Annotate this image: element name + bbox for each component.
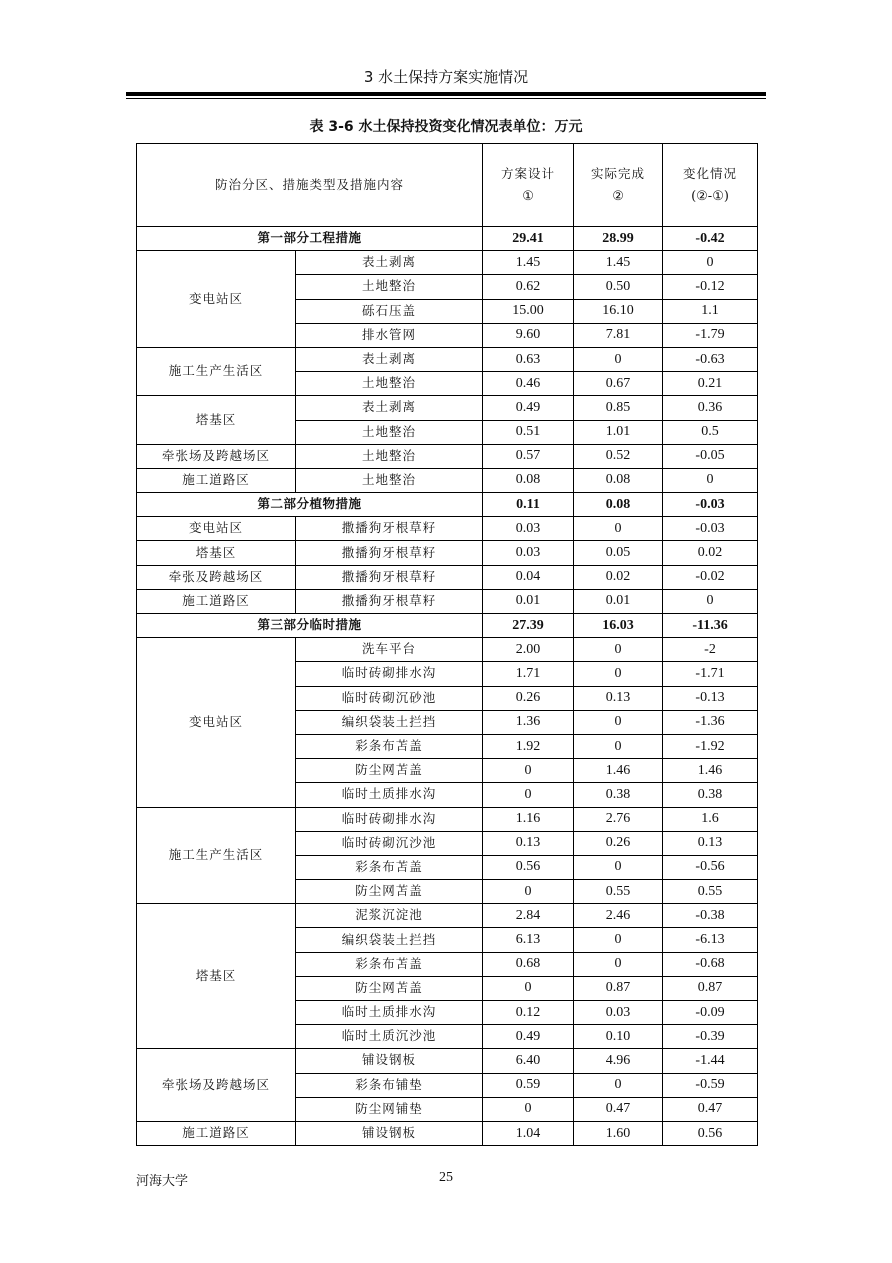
change-value: -1.71 bbox=[663, 662, 758, 686]
measure-name: 撒播狗牙根草籽 bbox=[296, 589, 483, 613]
area-name: 塔基区 bbox=[137, 541, 296, 565]
area-name: 施工道路区 bbox=[137, 1121, 296, 1145]
design-value: 1.36 bbox=[483, 710, 574, 734]
change-value: 0.13 bbox=[663, 831, 758, 855]
design-value: 0.63 bbox=[483, 347, 574, 371]
section-subtotal-row bbox=[137, 493, 758, 517]
table-row bbox=[137, 517, 758, 541]
change-value: 0.5 bbox=[663, 420, 758, 444]
section-title: 第二部分植物措施 bbox=[137, 493, 483, 517]
measure-name: 铺设钢板 bbox=[296, 1121, 483, 1145]
measure-name: 洗车平台 bbox=[296, 638, 483, 662]
actual-value: 0.67 bbox=[574, 372, 663, 396]
measure-name: 临时土质沉沙池 bbox=[296, 1025, 483, 1049]
actual-value: 0 bbox=[574, 1073, 663, 1097]
design-value: 1.04 bbox=[483, 1121, 574, 1145]
measure-name: 排水管网 bbox=[296, 323, 483, 347]
measure-name: 土地整治 bbox=[296, 420, 483, 444]
change-value: -6.13 bbox=[663, 928, 758, 952]
design-value: 1.71 bbox=[483, 662, 574, 686]
change-value: -1.92 bbox=[663, 734, 758, 758]
measure-name: 临时砖砌沉砂池 bbox=[296, 686, 483, 710]
actual-value: 0.47 bbox=[574, 1097, 663, 1121]
change-value: 1.46 bbox=[663, 759, 758, 783]
change-value: -0.68 bbox=[663, 952, 758, 976]
measure-name: 临时土质排水沟 bbox=[296, 1001, 483, 1025]
header-change: 变化情况 (②-①) bbox=[663, 144, 758, 227]
actual-value: 1.60 bbox=[574, 1121, 663, 1145]
actual-value: 0 bbox=[574, 662, 663, 686]
actual-value: 0 bbox=[574, 928, 663, 952]
change-value: -0.42 bbox=[663, 227, 758, 251]
measure-name: 临时土质排水沟 bbox=[296, 783, 483, 807]
area-name: 施工生产生活区 bbox=[137, 807, 296, 904]
change-value: -0.13 bbox=[663, 686, 758, 710]
measure-name: 砾石压盖 bbox=[296, 299, 483, 323]
actual-value: 0 bbox=[574, 710, 663, 734]
measure-name: 土地整治 bbox=[296, 275, 483, 299]
measure-name: 撒播狗牙根草籽 bbox=[296, 565, 483, 589]
design-value: 15.00 bbox=[483, 299, 574, 323]
running-header: 3 水土保持方案实施情况 bbox=[363, 68, 529, 86]
measure-name: 临时砖砌排水沟 bbox=[296, 662, 483, 686]
design-value: 0.68 bbox=[483, 952, 574, 976]
design-value: 0.08 bbox=[483, 468, 574, 492]
area-name: 变电站区 bbox=[137, 517, 296, 541]
change-value: -0.38 bbox=[663, 904, 758, 928]
area-name: 牵张场及跨越场区 bbox=[137, 1049, 296, 1122]
header-design: 方案设计 ① bbox=[483, 144, 574, 227]
measure-name: 防尘网苫盖 bbox=[296, 759, 483, 783]
actual-value: 0 bbox=[574, 347, 663, 371]
change-value: 0.56 bbox=[663, 1121, 758, 1145]
design-value: 0 bbox=[483, 976, 574, 1000]
table-row bbox=[137, 807, 758, 831]
design-value: 0.01 bbox=[483, 589, 574, 613]
change-value: -0.39 bbox=[663, 1025, 758, 1049]
design-value: 0.59 bbox=[483, 1073, 574, 1097]
measure-name: 土地整治 bbox=[296, 468, 483, 492]
table-row bbox=[137, 904, 758, 928]
actual-value: 0.03 bbox=[574, 1001, 663, 1025]
actual-value: 0.52 bbox=[574, 444, 663, 468]
actual-value: 0.08 bbox=[574, 493, 663, 517]
area-name: 塔基区 bbox=[137, 904, 296, 1049]
table-row bbox=[137, 589, 758, 613]
change-value: -1.79 bbox=[663, 323, 758, 347]
design-value: 1.16 bbox=[483, 807, 574, 831]
table-caption: 表 3-6 水土保持投资变化情况表单位：万元 bbox=[309, 119, 583, 135]
design-value: 0.62 bbox=[483, 275, 574, 299]
measure-name: 彩条布苫盖 bbox=[296, 952, 483, 976]
change-value: -1.36 bbox=[663, 710, 758, 734]
design-value: 1.92 bbox=[483, 734, 574, 758]
design-value: 2.84 bbox=[483, 904, 574, 928]
measure-name: 编织袋装土拦挡 bbox=[296, 710, 483, 734]
change-value: -0.05 bbox=[663, 444, 758, 468]
actual-value: 0.55 bbox=[574, 880, 663, 904]
actual-value: 0.01 bbox=[574, 589, 663, 613]
section-subtotal-row bbox=[137, 227, 758, 251]
actual-value: 0 bbox=[574, 638, 663, 662]
actual-value: 16.03 bbox=[574, 614, 663, 638]
actual-value: 0.38 bbox=[574, 783, 663, 807]
actual-value: 0.10 bbox=[574, 1025, 663, 1049]
design-value: 0.46 bbox=[483, 372, 574, 396]
design-value: 27.39 bbox=[483, 614, 574, 638]
investment-change-table bbox=[136, 143, 758, 1146]
design-value: 0.26 bbox=[483, 686, 574, 710]
actual-value: 0.87 bbox=[574, 976, 663, 1000]
area-name: 施工道路区 bbox=[137, 468, 296, 492]
section-title: 第一部分工程措施 bbox=[137, 227, 483, 251]
change-value: -0.56 bbox=[663, 855, 758, 879]
design-value: 0.57 bbox=[483, 444, 574, 468]
design-value: 0.51 bbox=[483, 420, 574, 444]
change-value: -0.03 bbox=[663, 493, 758, 517]
area-name: 变电站区 bbox=[137, 251, 296, 348]
change-value: -0.02 bbox=[663, 565, 758, 589]
area-name: 施工道路区 bbox=[137, 589, 296, 613]
design-value: 0.49 bbox=[483, 396, 574, 420]
table-row bbox=[137, 541, 758, 565]
measure-name: 表土剥离 bbox=[296, 347, 483, 371]
design-value: 29.41 bbox=[483, 227, 574, 251]
change-value: -0.63 bbox=[663, 347, 758, 371]
table-row bbox=[137, 1121, 758, 1145]
footer-institution: 河海大学 bbox=[136, 1174, 189, 1189]
design-value: 0.12 bbox=[483, 1001, 574, 1025]
actual-value: 0.02 bbox=[574, 565, 663, 589]
change-value: 1.6 bbox=[663, 807, 758, 831]
measure-name: 临时砖砌排水沟 bbox=[296, 807, 483, 831]
header-actual: 实际完成 ② bbox=[574, 144, 663, 227]
design-value: 1.45 bbox=[483, 251, 574, 275]
design-value: 2.00 bbox=[483, 638, 574, 662]
table-row bbox=[137, 396, 758, 420]
table-row bbox=[137, 1049, 758, 1073]
design-value: 0 bbox=[483, 1097, 574, 1121]
area-name: 变电站区 bbox=[137, 638, 296, 807]
design-value: 0.03 bbox=[483, 517, 574, 541]
actual-value: 2.76 bbox=[574, 807, 663, 831]
change-value: 0.36 bbox=[663, 396, 758, 420]
actual-value: 0.13 bbox=[574, 686, 663, 710]
actual-value: 0.85 bbox=[574, 396, 663, 420]
change-value: 0.38 bbox=[663, 783, 758, 807]
measure-name: 编织袋装土拦挡 bbox=[296, 928, 483, 952]
measure-name: 彩条布铺垫 bbox=[296, 1073, 483, 1097]
actual-value: 0.26 bbox=[574, 831, 663, 855]
actual-value: 1.45 bbox=[574, 251, 663, 275]
design-value: 0 bbox=[483, 783, 574, 807]
measure-name: 防尘网苫盖 bbox=[296, 880, 483, 904]
change-value: -0.09 bbox=[663, 1001, 758, 1025]
design-value: 0.03 bbox=[483, 541, 574, 565]
measure-name: 撒播狗牙根草籽 bbox=[296, 517, 483, 541]
change-value: -0.12 bbox=[663, 275, 758, 299]
actual-value: 0.08 bbox=[574, 468, 663, 492]
design-value: 6.13 bbox=[483, 928, 574, 952]
area-name: 牵张及跨越场区 bbox=[137, 565, 296, 589]
change-value: -0.03 bbox=[663, 517, 758, 541]
table-body bbox=[137, 144, 758, 1146]
design-value: 6.40 bbox=[483, 1049, 574, 1073]
design-value: 9.60 bbox=[483, 323, 574, 347]
table-row bbox=[137, 251, 758, 275]
actual-value: 1.01 bbox=[574, 420, 663, 444]
measure-name: 防尘网铺垫 bbox=[296, 1097, 483, 1121]
actual-value: 7.81 bbox=[574, 323, 663, 347]
area-name: 塔基区 bbox=[137, 396, 296, 444]
design-value: 0.49 bbox=[483, 1025, 574, 1049]
change-value: -11.36 bbox=[663, 614, 758, 638]
change-value: 0.87 bbox=[663, 976, 758, 1000]
change-value: 1.1 bbox=[663, 299, 758, 323]
change-value: 0 bbox=[663, 468, 758, 492]
measure-name: 泥浆沉淀池 bbox=[296, 904, 483, 928]
actual-value: 4.96 bbox=[574, 1049, 663, 1073]
design-value: 0.11 bbox=[483, 493, 574, 517]
change-value: 0.47 bbox=[663, 1097, 758, 1121]
actual-value: 28.99 bbox=[574, 227, 663, 251]
measure-name: 土地整治 bbox=[296, 444, 483, 468]
section-subtotal-row bbox=[137, 614, 758, 638]
table-row bbox=[137, 565, 758, 589]
design-value: 0.04 bbox=[483, 565, 574, 589]
measure-name: 表土剥离 bbox=[296, 251, 483, 275]
change-value: 0.21 bbox=[663, 372, 758, 396]
actual-value: 1.46 bbox=[574, 759, 663, 783]
area-name: 牵张场及跨越场区 bbox=[137, 444, 296, 468]
area-name: 施工生产生活区 bbox=[137, 347, 296, 395]
table-row bbox=[137, 638, 758, 662]
header-rule-thick bbox=[126, 92, 766, 96]
change-value: -1.44 bbox=[663, 1049, 758, 1073]
page-number: 25 bbox=[439, 1170, 453, 1185]
measure-name: 土地整治 bbox=[296, 372, 483, 396]
measure-name: 彩条布苫盖 bbox=[296, 855, 483, 879]
design-value: 0 bbox=[483, 759, 574, 783]
actual-value: 16.10 bbox=[574, 299, 663, 323]
actual-value: 2.46 bbox=[574, 904, 663, 928]
actual-value: 0 bbox=[574, 855, 663, 879]
measure-name: 彩条布苫盖 bbox=[296, 734, 483, 758]
change-value: -2 bbox=[663, 638, 758, 662]
change-value: 0 bbox=[663, 589, 758, 613]
section-title: 第三部分临时措施 bbox=[137, 614, 483, 638]
actual-value: 0 bbox=[574, 952, 663, 976]
design-value: 0.56 bbox=[483, 855, 574, 879]
measure-name: 撒播狗牙根草籽 bbox=[296, 541, 483, 565]
table-row bbox=[137, 347, 758, 371]
actual-value: 0.05 bbox=[574, 541, 663, 565]
actual-value: 0 bbox=[574, 517, 663, 541]
design-value: 0.13 bbox=[483, 831, 574, 855]
actual-value: 0.50 bbox=[574, 275, 663, 299]
header-rule-thin bbox=[126, 98, 766, 99]
change-value: 0 bbox=[663, 251, 758, 275]
table-row bbox=[137, 444, 758, 468]
table-row bbox=[137, 468, 758, 492]
measure-name: 临时砖砌沉沙池 bbox=[296, 831, 483, 855]
measure-name: 铺设钢板 bbox=[296, 1049, 483, 1073]
measure-name: 表土剥离 bbox=[296, 396, 483, 420]
change-value: 0.02 bbox=[663, 541, 758, 565]
actual-value: 0 bbox=[574, 734, 663, 758]
header-category: 防治分区、措施类型及措施内容 bbox=[137, 144, 483, 227]
measure-name: 防尘网苫盖 bbox=[296, 976, 483, 1000]
table-header-row bbox=[137, 144, 758, 227]
change-value: -0.59 bbox=[663, 1073, 758, 1097]
change-value: 0.55 bbox=[663, 880, 758, 904]
design-value: 0 bbox=[483, 880, 574, 904]
